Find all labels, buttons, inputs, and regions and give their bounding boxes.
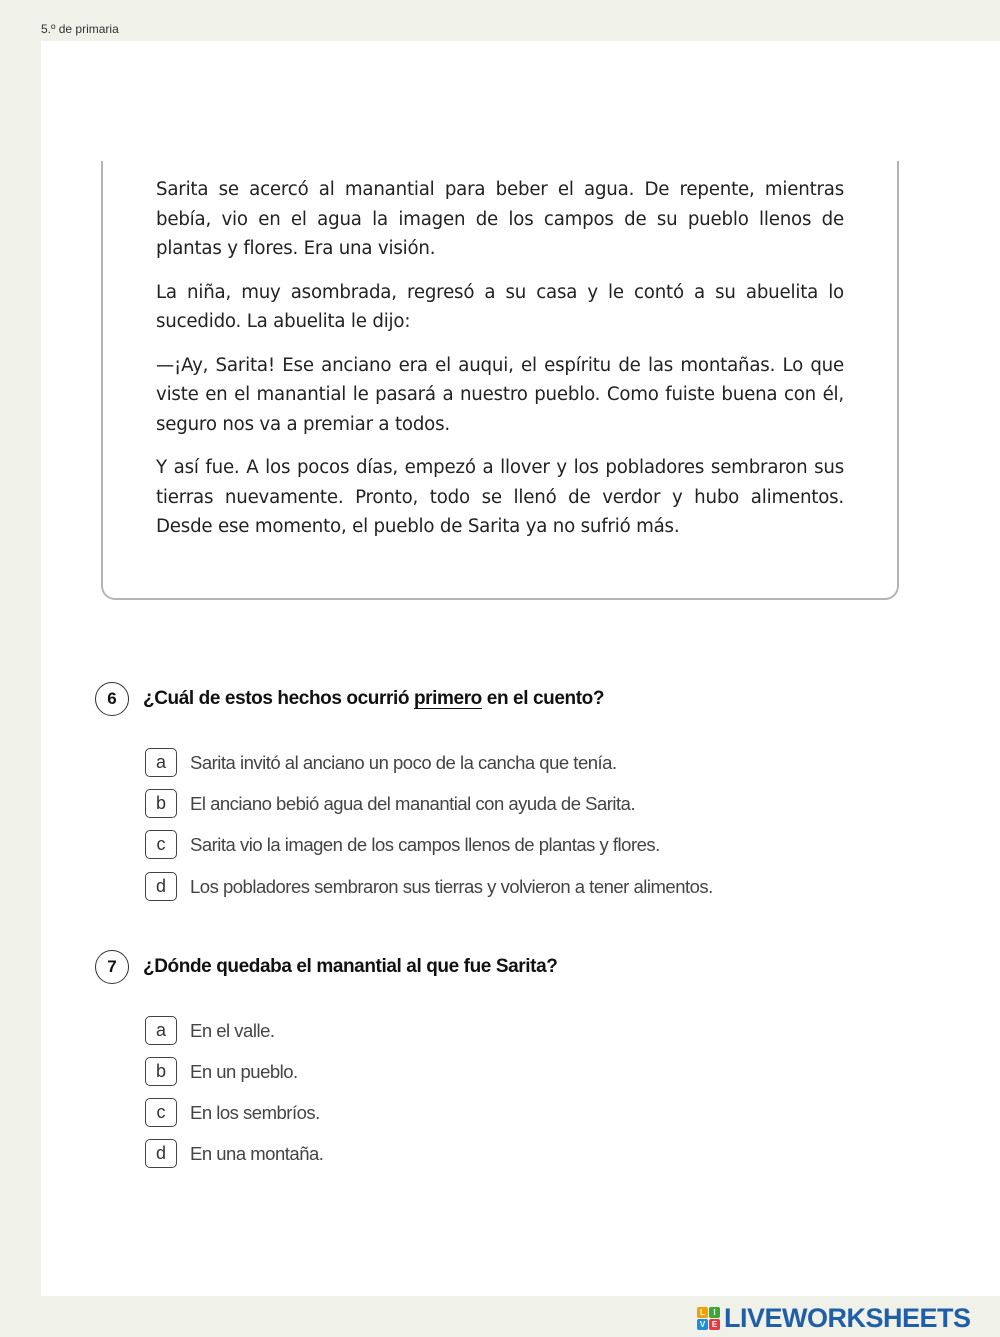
option-letter-box[interactable]: c — [145, 1098, 177, 1127]
q7-option-b[interactable] — [145, 1057, 298, 1086]
logo-text: LIVEWORKSHEETS — [724, 1303, 971, 1333]
option-letter-box[interactable]: d — [145, 1139, 177, 1168]
option-text: Los pobladores sembraron sus tierras y volvieron a tener alimentos. — [190, 875, 713, 897]
logo-mark-letter: V — [697, 1319, 708, 1330]
option-text: En un pueblo. — [190, 1060, 298, 1082]
question-text-end: en el cuento? — [481, 688, 605, 709]
q6-option-a[interactable] — [145, 748, 617, 777]
option-text: En una montaña. — [190, 1142, 324, 1164]
question-7 — [95, 950, 557, 984]
story-text — [156, 175, 844, 556]
story-paragraph: Sarita se acercó al manantial para beber el agua. De repente, mientras bebía, vio en el agua la imagen de los campos de su pueblo llenos de plantas y flores. Era una visión. — [156, 179, 844, 259]
logo-mark-letter: I — [709, 1307, 720, 1318]
question-6 — [95, 682, 604, 716]
option-letter-box[interactable]: a — [145, 748, 177, 777]
question-text: ¿Dónde quedaba el manantial al que fue Sarita? — [143, 956, 558, 977]
liveworksheets-logo[interactable] — [697, 1303, 971, 1334]
question-text — [143, 688, 604, 710]
option-text: En los sembríos. — [190, 1101, 320, 1123]
question-text-emphasis: primero — [413, 688, 482, 709]
logo-mark-letter: E — [709, 1319, 720, 1330]
logo-mark-letter: L — [697, 1307, 708, 1318]
option-letter-box[interactable]: d — [145, 872, 177, 901]
q6-option-c[interactable] — [145, 830, 660, 859]
story-paragraph: —¡Ay, Sarita! Ese anciano era el auqui, el espíritu de las montañas. Lo que viste en el manantial le pasará a nuestro pueblo. Como fuiste buena con él, seguro nos va a premiar a todos. — [156, 354, 844, 435]
q7-option-c[interactable] — [145, 1098, 320, 1127]
option-text: El anciano bebió agua del manantial con ayuda de Sarita. — [190, 792, 636, 814]
story-paragraph: La niña, muy asombrada, regresó a su casa y le contó a su abuelita lo sucedido. La abuelita le dijo: — [156, 281, 844, 332]
option-text: Sarita vio la imagen de los campos llenos de plantas y flores. — [190, 833, 660, 855]
option-letter-box[interactable]: c — [145, 830, 177, 859]
grade-label: 5.º de primaria — [41, 22, 119, 36]
option-text: En el valle. — [190, 1019, 275, 1041]
question-text-start: ¿Cuál de estos hechos ocurrió — [143, 688, 414, 709]
question-number-badge: 6 — [95, 682, 129, 716]
option-letter-box[interactable]: b — [145, 789, 177, 818]
liveworksheets-logo-icon — [697, 1307, 721, 1331]
option-letter-box[interactable]: a — [145, 1016, 177, 1045]
q6-option-b[interactable] — [145, 789, 635, 818]
q7-option-d[interactable] — [145, 1139, 323, 1168]
option-text: Sarita invitó al anciano un poco de la cancha que tenía. — [190, 751, 617, 773]
q6-option-d[interactable] — [145, 872, 713, 901]
option-letter-box[interactable]: b — [145, 1057, 177, 1086]
question-number-badge: 7 — [95, 950, 129, 984]
story-box — [101, 161, 899, 600]
story-paragraph: Y así fue. A los pocos días, empezó a llover y los pobladores sembraron sus tierras nuevamente. Pronto, todo se llenó de verdor y hubo alimentos. Desde ese momento, el pueblo de Sarita ya no sufrió más. — [156, 457, 844, 537]
worksheet-page — [41, 41, 1000, 1296]
q7-option-a[interactable] — [145, 1016, 275, 1045]
